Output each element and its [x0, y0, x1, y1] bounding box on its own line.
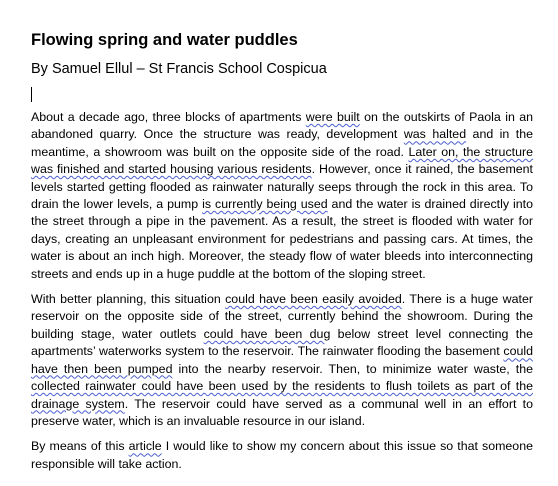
document-byline: By Samuel Ellul – St Francis School Cospicua [31, 61, 327, 77]
text-cursor [31, 87, 32, 102]
grammar-flagged-text: article [128, 439, 162, 454]
grammar-flagged-text: could have been dug [203, 326, 331, 341]
paragraph-text: By means of this [31, 439, 129, 454]
paragraph-text: I would like to show my concern about this issue so that someone responsible will take action. [31, 439, 533, 471]
paragraph-3 [31, 438, 533, 473]
paragraph-text: . The reservoir could have served as a communal well in an effort to preserve water, which is an invaluable resource in our island. [31, 396, 533, 428]
grammar-flagged-text: was halted [403, 127, 467, 142]
grammar-flagged-text: could have then been pumped [31, 344, 533, 376]
grammar-flagged-text: collected rainwater could have been used by the residents to flush toilets as part of the drainage system [31, 379, 533, 411]
document-body[interactable] [31, 109, 533, 481]
paragraph-text: About a decade ago, three blocks of apartments [31, 110, 306, 124]
paragraph-text: into the nearby reservoir. Then, to minimize water waste, the [172, 361, 533, 376]
document-title: Flowing spring and water puddles [31, 31, 298, 49]
grammar-flagged-text: Later on, the structure was finished and started housing various residents [31, 144, 533, 177]
grammar-flagged-text: is currently being used [202, 197, 328, 212]
paragraph-text: and in the meantime, a showroom was built on the opposite side of the road. [31, 127, 533, 159]
paragraph-text: With better planning, this situation [31, 292, 226, 307]
grammar-flagged-text: were built [305, 110, 360, 124]
paragraph-text: . However, once it rained, the basement levels started getting flooded as rainwater naturally seeps through the rock in this area. To drain the lower levels, a pump [31, 162, 534, 212]
paragraph-text: below street level connecting the apartments’ waterworks system to the reservoir. The rainwater flooding the basement [31, 326, 534, 359]
paragraph-text: on the outskirts of Paola in an abandoned quarry. Once the structure was ready, development [31, 110, 534, 142]
grammar-flagged-text: could have been easily avoided [225, 292, 402, 307]
paragraph-2 [31, 291, 533, 430]
paragraph-1 [31, 109, 533, 283]
paragraph-text: and the water is drained directly into the street through a pipe in the pavement. As a result, the street is flooded with water for days, creating an unpleasant environment for pedestrians and passing cars. At times, the water is about an inch high. Moreover, the steady flow of water bleeds into interconnecting streets and ends up in a huge puddle at the bottom of the sloping street. [31, 197, 533, 281]
paragraph-text: . There is a huge water reservoir on the opposite side of the street, currently behind the showroom. During the building stage, water outlets [31, 292, 533, 341]
